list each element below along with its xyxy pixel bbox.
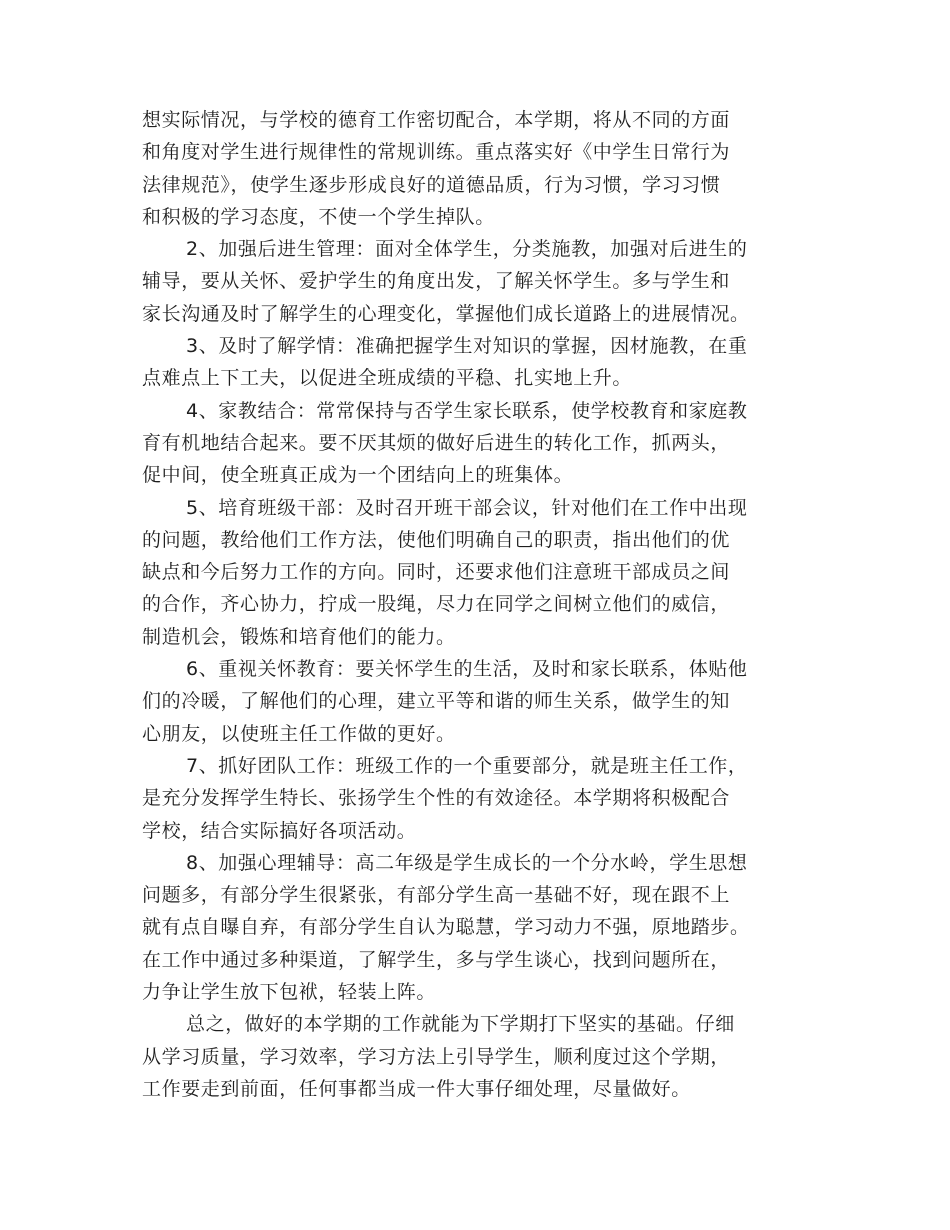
text-line: 点难点上下工夫，以促进全班成绩的平稳、扎实地上升。	[142, 367, 633, 390]
text-line: 的合作，齐心协力，拧成一股绳，尽力在同学之间树立他们的威信，	[142, 593, 731, 616]
text-line: 学校，结合实际搞好各项活动。	[142, 819, 417, 842]
paragraph-conclusion	[142, 1008, 810, 1105]
paragraph-item-8	[142, 847, 810, 1008]
text-line: 家长沟通及时了解学生的心理变化，掌握他们成长道路上的进展情况。	[142, 302, 750, 325]
text-line: 就有点自曝自弃，有部分学生自认为聪慧，学习动力不强，原地踏步。	[142, 916, 750, 939]
text-line: 2、加强后进生管理：面对全体学生，分类施教，加强对后进生的	[186, 238, 748, 261]
text-line: 法律规范》，使学生逐步形成良好的道德品质，行为习惯，学习习惯	[142, 173, 721, 196]
text-line: 心朋友，以使班主任工作做的更好。	[142, 722, 456, 745]
paragraph-item-5	[142, 492, 810, 653]
paragraph-item-2	[142, 233, 810, 330]
text-line: 在工作中通过多种渠道，了解学生，多与学生谈心，找到问题所在，	[142, 948, 731, 971]
text-line: 总之，做好的本学期的工作就能为下学期打下坚实的基础。仔细	[186, 1013, 735, 1036]
text-line: 和积极的学习态度，不使一个学生掉队。	[142, 205, 495, 228]
text-line: 8、加强心理辅导：高二年级是学生成长的一个分水岭，学生思想	[186, 851, 748, 874]
text-line: 问题多，有部分学生很紧张，有部分学生高一基础不好，现在跟不上	[142, 884, 731, 907]
text-line: 6、重视关怀教育：要关怀学生的生活，及时和家长联系，体贴他	[186, 658, 748, 681]
text-line: 促中间，使全班真正成为一个团结向上的班集体。	[142, 464, 574, 487]
paragraph-item-6	[142, 653, 810, 750]
text-line: 工作要走到前面，任何事都当成一件大事仔细处理，尽量做好。	[142, 1077, 691, 1100]
paragraph-item-4	[142, 395, 810, 492]
text-line: 5、培育班级干部：及时召开班干部会议，针对他们在工作中出现	[186, 496, 748, 519]
paragraph-item-3	[142, 330, 810, 395]
text-line: 7、抓好团队工作：班级工作的一个重要部分，就是班主任工作，	[186, 754, 748, 777]
text-line: 们的冷暖，了解他们的心理，建立平等和谐的师生关系，做学生的知	[142, 690, 731, 713]
text-line: 的问题，教给他们工作方法，使他们明确自己的职责，指出他们的优	[142, 528, 731, 551]
text-line: 辅导，要从关怀、爱护学生的角度出发，了解关怀学生。多与学生和	[142, 270, 731, 293]
paragraph-continuation	[142, 104, 810, 233]
text-line: 缺点和今后努力工作的方向。同时，还要求他们注意班干部成员之间	[142, 561, 731, 584]
text-line: 和角度对学生进行规律性的常规训练。重点落实好《中学生日常行为	[142, 141, 731, 164]
text-line: 育有机地结合起来。要不厌其烦的做好后进生的转化工作，抓两头，	[142, 431, 731, 454]
text-line: 力争让学生放下包袱，轻装上阵。	[142, 981, 437, 1004]
text-line: 想实际情况，与学校的德育工作密切配合，本学期，将从不同的方面	[142, 109, 731, 131]
paragraph-item-7	[142, 750, 810, 847]
text-line: 从学习质量，学习效率，学习方法上引导学生，顺利度过这个学期，	[142, 1045, 731, 1068]
document-body	[142, 104, 810, 1105]
text-line: 制造机会，锻炼和培育他们的能力。	[142, 625, 456, 648]
text-line: 是充分发挥学生特长、张扬学生个性的有效途径。本学期将积极配合	[142, 787, 731, 810]
text-line: 4、家教结合：常常保持与否学生家长联系，使学校教育和家庭教	[186, 399, 748, 422]
text-line: 3、及时了解学情：准确把握学生对知识的掌握，因材施教，在重	[186, 335, 748, 358]
